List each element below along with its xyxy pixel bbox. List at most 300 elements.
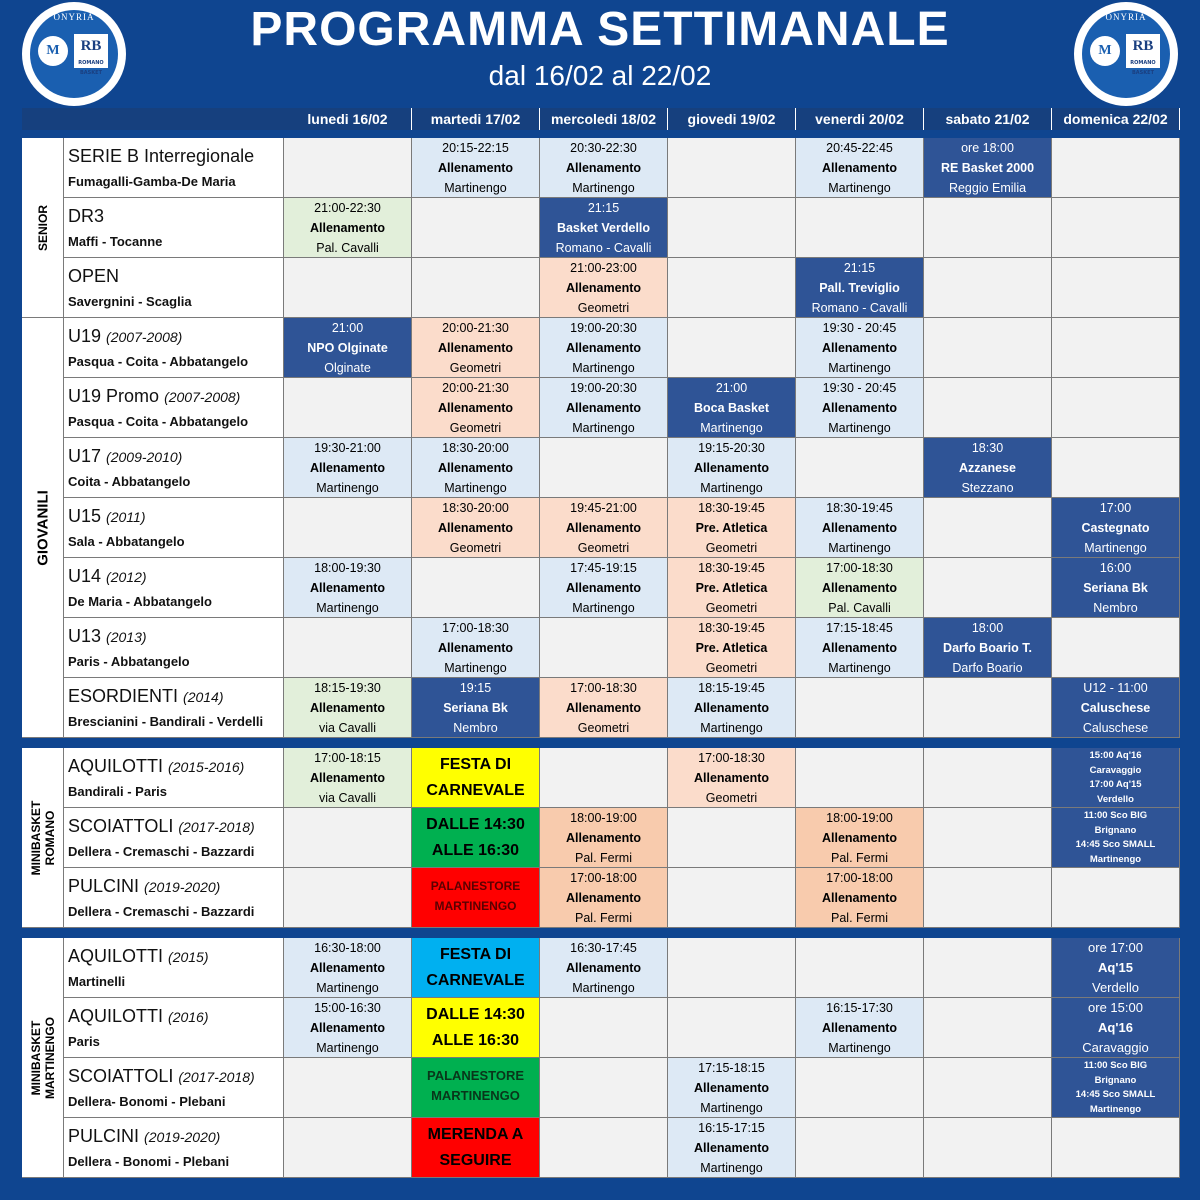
event-line: ALLE 16:30 [431, 1032, 520, 1049]
team-years: (2015-2016) [168, 759, 245, 775]
schedule-cell [796, 318, 924, 378]
section-label-text: GIOVANILI [34, 489, 51, 566]
team-coaches: Dellera - Bonomi - Plebani [68, 1154, 230, 1169]
team-name [68, 506, 145, 527]
team-coaches: Dellera- Bonomi - Plebani [68, 1094, 226, 1109]
schedule-cell [924, 1058, 1052, 1118]
event [1052, 558, 1179, 618]
event-line: 18:30-20:00 [442, 441, 509, 455]
team-name-text: PULCINI [68, 1126, 140, 1146]
schedule-cell [796, 868, 924, 928]
event [1052, 938, 1179, 998]
schedule-cell [412, 618, 540, 678]
event [412, 498, 539, 558]
team-name [68, 686, 224, 707]
event-line: Boca Basket [693, 401, 770, 415]
team-name-text: U13 [68, 626, 102, 646]
team-name-text: SCOIATTOLI [68, 816, 174, 836]
schedule-cell [1052, 618, 1180, 678]
team-cell [64, 678, 284, 738]
team-cell [64, 558, 284, 618]
event-line: Martinengo [444, 661, 507, 675]
event-line: 21:00 [331, 321, 364, 335]
event-line: NPO Olginate [307, 341, 388, 355]
event [412, 1118, 539, 1174]
schedule-cell [540, 1058, 668, 1118]
event-line: Verdello [1097, 793, 1134, 805]
event-line: DALLE 14:30 [426, 816, 525, 833]
event-line: 15:00 Aq'16 [1089, 750, 1142, 761]
team-name-text: U19 Promo [68, 386, 160, 406]
schedule-cell [1052, 378, 1180, 438]
event-line: Reggio Emilia [948, 181, 1027, 195]
event-line: 17:15-18:45 [826, 621, 893, 635]
event-line: Geometri [705, 601, 758, 615]
event-line: 21:00 [715, 381, 748, 395]
event-line: Darfo Boario T. [943, 641, 1032, 655]
schedule-cell [668, 438, 796, 498]
event-line: ALLE 16:30 [431, 842, 520, 859]
event-line: Martinengo [572, 601, 635, 615]
day-header: domenica 22/02 [1052, 108, 1180, 130]
day-header: lunedi 16/02 [284, 108, 412, 130]
day-header: martedi 17/02 [412, 108, 540, 130]
team-coaches: Brescianini - Bandirali - Verdelli [68, 714, 264, 729]
event-line: Allenamento [309, 581, 385, 595]
event-line: Martinengo [572, 981, 635, 995]
event-line: Martinengo [828, 361, 891, 375]
schedule-cell [540, 258, 668, 318]
event-line: Pre. Atletica [695, 521, 768, 535]
team-name [68, 566, 147, 587]
event-line: MARTINENGO [434, 899, 517, 913]
logo-onyria-text: ONYRIA [1105, 12, 1147, 22]
schedule-cell [540, 378, 668, 438]
schedule-cell [796, 618, 924, 678]
event-line: 20:45-22:45 [826, 141, 893, 155]
event-line: 17:00-18:00 [826, 871, 893, 885]
event-line: U12 - 11:00 [1083, 681, 1148, 695]
event-line: Martinengo [572, 181, 635, 195]
event-line: Allenamento [821, 1021, 897, 1035]
event-line: Allenamento [565, 701, 641, 715]
event-line: Brignano [1094, 1074, 1137, 1086]
event-line: Caluschese [1082, 721, 1149, 735]
event-line: Geometri [577, 541, 630, 555]
team-name [68, 876, 220, 897]
team-coaches: Paris - Abbatangelo [68, 654, 190, 669]
section-label-text: MINIBASKET MARTINENGO [28, 1016, 57, 1099]
schedule-cell [668, 748, 796, 808]
event [1052, 998, 1179, 1058]
schedule-cell [540, 748, 668, 808]
event-line: 20:00-21:30 [442, 321, 509, 335]
schedule-cell [796, 558, 924, 618]
event [412, 808, 539, 864]
schedule-cell [924, 748, 1052, 808]
event [924, 138, 1051, 198]
event-line: Martinengo [828, 541, 891, 555]
event-line: Martinengo [1089, 1103, 1142, 1115]
team-name-text: U15 [68, 506, 102, 526]
schedule-cell [540, 678, 668, 738]
event-line: Allenamento [437, 461, 513, 475]
schedule-cell [668, 938, 796, 998]
event [412, 868, 539, 916]
day-header: sabato 21/02 [924, 108, 1052, 130]
event-line: FESTA DI [439, 756, 512, 773]
schedule-cell [412, 1118, 540, 1178]
event-line: 18:30 [971, 441, 1004, 455]
logo-m: M [38, 36, 68, 66]
event-line: via Cavalli [319, 721, 376, 735]
team-years: (2016) [168, 1009, 209, 1025]
event-line: 18:15-19:45 [698, 681, 765, 695]
event-line: Aq'16 [1098, 1020, 1133, 1035]
event-line: 21:15 [587, 201, 620, 215]
schedule-cell [412, 748, 540, 808]
event [540, 938, 667, 998]
schedule-cell [412, 258, 540, 318]
team-coaches: De Maria - Abbatangelo [68, 594, 212, 609]
event-line: Martinengo [700, 1101, 763, 1115]
schedule-cell [1052, 938, 1180, 998]
team-years: (2015) [168, 949, 209, 965]
team-coaches: Martinelli [68, 974, 126, 989]
event-line: 19:15-20:30 [698, 441, 765, 455]
event-line: 19:30 - 20:45 [822, 321, 897, 335]
schedule-cell [1052, 1118, 1180, 1178]
page-title: PROGRAMMA SETTIMANALE [250, 3, 950, 56]
schedule-cell [668, 678, 796, 738]
event-line: Allenamento [309, 461, 385, 475]
event [796, 998, 923, 1058]
team-years: (2007-2008) [164, 389, 241, 405]
event-line: 11:00 Sco BIG [1083, 1060, 1148, 1071]
team-name-text: SCOIATTOLI [68, 1066, 174, 1086]
schedule-cell [284, 618, 412, 678]
event-line: 21:00-23:00 [570, 261, 637, 275]
schedule-cell [668, 1118, 796, 1178]
schedule-cell [1052, 138, 1180, 198]
event-line: Pal. Fermi [575, 911, 632, 925]
team-coaches: Maffi - Tocanne [68, 234, 163, 249]
team-cell [64, 498, 284, 558]
event-line: Allenamento [565, 281, 641, 295]
event-line: 19:45-21:00 [570, 501, 637, 515]
event-line: 18:00-19:30 [314, 561, 381, 575]
team-name [68, 946, 209, 967]
event [668, 438, 795, 498]
event-line: Allenamento [821, 891, 897, 905]
event-line: Martinengo [1084, 541, 1147, 555]
event-line: Basket Verdello [556, 221, 651, 235]
schedule-cell [412, 198, 540, 258]
event [540, 378, 667, 438]
day-header: venerdi 20/02 [796, 108, 924, 130]
schedule-cell [1052, 198, 1180, 258]
team-name-text: PULCINI [68, 876, 140, 896]
team-cell [64, 438, 284, 498]
event-line: Martinengo [828, 181, 891, 195]
schedule-cell [412, 938, 540, 998]
event [796, 498, 923, 558]
event-line: Allenamento [309, 1021, 385, 1035]
event-line: Castegnato [1081, 521, 1150, 535]
team-coaches: Sala - Abbatangelo [68, 534, 185, 549]
event-line: 17:00-18:30 [570, 681, 637, 695]
event-line: 19:30 - 20:45 [822, 381, 897, 395]
schedule-cell [540, 868, 668, 928]
logo-rb: RB [74, 34, 108, 68]
team-years: (2012) [106, 569, 147, 585]
schedule-cell [540, 1118, 668, 1178]
event-line: Martinengo [1089, 853, 1142, 865]
schedule-cell [924, 938, 1052, 998]
schedule-cell [284, 318, 412, 378]
event-line: Allenamento [565, 831, 641, 845]
event-line: PALANESTORE [430, 879, 521, 893]
event-line: Allenamento [309, 771, 385, 785]
schedule-cell [796, 1118, 924, 1178]
event-line: Nembro [1093, 601, 1138, 615]
event-line: Martinengo [828, 421, 891, 435]
schedule-cell [924, 318, 1052, 378]
event-line: Allenamento [821, 401, 897, 415]
event-line: Allenamento [821, 341, 897, 355]
schedule-cell [412, 1058, 540, 1118]
schedule-cell [1052, 868, 1180, 928]
event-line: Allenamento [821, 641, 897, 655]
schedule-cell [540, 498, 668, 558]
event-line: Azzanese [959, 461, 1016, 475]
team-cell [64, 808, 284, 868]
event [540, 498, 667, 558]
event-line: 17:45-19:15 [570, 561, 637, 575]
event-line: Pre. Atletica [695, 581, 768, 595]
schedule-cell [1052, 498, 1180, 558]
event-line: Olginate [324, 361, 371, 375]
event-line: ore 17:00 [1088, 940, 1143, 955]
schedule-cell [796, 198, 924, 258]
schedule-cell [668, 1058, 796, 1118]
event-line: Allenamento [821, 161, 897, 175]
event-line: Geometri [577, 721, 630, 735]
schedule-cell [668, 558, 796, 618]
event [412, 748, 539, 804]
team-name [68, 1006, 209, 1027]
event-line: Seriana Bk [443, 701, 508, 715]
schedule-cell [796, 1058, 924, 1118]
schedule-cell [796, 998, 924, 1058]
day-header: giovedi 19/02 [668, 108, 796, 130]
event-line: Caravaggio [1082, 1040, 1149, 1055]
event-line: Geometri [705, 661, 758, 675]
team-name-text: AQUILOTTI [68, 946, 164, 966]
team-name [68, 756, 244, 777]
section-separator [22, 130, 1180, 138]
event [668, 618, 795, 678]
team-name-text: AQUILOTTI [68, 756, 164, 776]
event-line: Geometri [705, 541, 758, 555]
event-line: Allenamento [821, 831, 897, 845]
schedule-cell [668, 258, 796, 318]
event [540, 558, 667, 618]
event-line: Allenamento [693, 1141, 769, 1155]
schedule-cell [1052, 748, 1180, 808]
event [284, 678, 411, 738]
schedule-cell [796, 498, 924, 558]
schedule-cell [412, 678, 540, 738]
event [412, 618, 539, 678]
event-line: 19:30-21:00 [314, 441, 381, 455]
event-line: 16:15-17:15 [698, 1121, 765, 1135]
event-line: Martinengo [828, 661, 891, 675]
event-line: Pal. Fermi [575, 851, 632, 865]
schedule-cell [1052, 258, 1180, 318]
event-line: 14:45 Sco SMALL [1075, 1089, 1156, 1100]
event-line: 16:00 [1099, 561, 1132, 575]
event-line: via Cavalli [319, 791, 376, 805]
team-name [68, 266, 119, 287]
event [668, 558, 795, 618]
section-label-text: MINIBASKET ROMANO [28, 800, 57, 875]
event-line: Romano - Cavalli [555, 241, 652, 255]
schedule-cell [284, 558, 412, 618]
event-line: 17:00-18:30 [442, 621, 509, 635]
event-line: ore 18:00 [961, 141, 1014, 155]
team-years: (2014) [183, 689, 224, 705]
schedule-cell [412, 998, 540, 1058]
schedule-cell [796, 378, 924, 438]
schedule-cell [796, 938, 924, 998]
team-cell [64, 868, 284, 928]
event-line: 21:00-22:30 [314, 201, 381, 215]
event [1052, 748, 1179, 807]
event [284, 748, 411, 808]
event-line: 20:00-21:30 [442, 381, 509, 395]
team-coaches: Pasqua - Coita - Abbatangelo [68, 354, 249, 369]
team-name [68, 626, 147, 647]
event-line: Nembro [453, 721, 498, 735]
event [540, 138, 667, 198]
team-name-text: AQUILOTTI [68, 1006, 164, 1026]
schedule-cell [1052, 1058, 1180, 1118]
team-cell [64, 258, 284, 318]
schedule-cell [924, 558, 1052, 618]
event-line: Allenamento [565, 521, 641, 535]
event [668, 678, 795, 738]
event [284, 938, 411, 998]
schedule-cell [540, 618, 668, 678]
schedule-cell [412, 318, 540, 378]
event [412, 1058, 539, 1106]
event [540, 868, 667, 928]
team-years: (2009-2010) [106, 449, 183, 465]
schedule-cell [284, 1118, 412, 1178]
schedule-cell [412, 808, 540, 868]
schedule-cell [284, 1058, 412, 1118]
event-line: 18:30-19:45 [698, 561, 765, 575]
event-line: Darfo Boario [952, 661, 1023, 675]
event-line: 18:30-19:45 [698, 501, 765, 515]
schedule-cell [540, 318, 668, 378]
team-name [68, 206, 104, 227]
event-line: 19:00-20:30 [570, 381, 637, 395]
event [540, 198, 667, 258]
header-blank [22, 108, 284, 130]
logo-rb: RB [1126, 34, 1160, 68]
event-line: 19:00-20:30 [570, 321, 637, 335]
schedule-cell [668, 498, 796, 558]
schedule-cell [540, 808, 668, 868]
event-line: MERENDA A [427, 1126, 524, 1143]
schedule-cell [540, 138, 668, 198]
team-years: (2017-2018) [178, 819, 255, 835]
team-coaches: Savergnini - Scaglia [68, 294, 192, 309]
schedule-cell [540, 438, 668, 498]
event-line: 19:15 [459, 681, 492, 695]
event-line: RE Basket 2000 [940, 161, 1035, 175]
section-label [22, 138, 64, 318]
schedule-cell [412, 378, 540, 438]
event [412, 998, 539, 1054]
team-coaches: Fumagalli-Gamba-De Maria [68, 174, 236, 189]
team-cell [64, 748, 284, 808]
team-name [68, 1126, 220, 1147]
event [412, 438, 539, 498]
event-line: 20:15-22:15 [442, 141, 509, 155]
event-line: Martinengo [700, 481, 763, 495]
schedule-cell [412, 498, 540, 558]
event [668, 1058, 795, 1118]
event [668, 378, 795, 438]
event-line: PALANESTORE [426, 1068, 525, 1083]
logo-onyria-text: ONYRIA [53, 12, 95, 22]
event-line: 20:30-22:30 [570, 141, 637, 155]
schedule-cell [668, 618, 796, 678]
schedule-cell [924, 258, 1052, 318]
schedule-cell [540, 198, 668, 258]
schedule-cell [412, 558, 540, 618]
section-separator [22, 738, 1180, 748]
event-line: Allenamento [565, 161, 641, 175]
team-coaches: Pasqua - Coita - Abbatangelo [68, 414, 249, 429]
event-line: Geometri [705, 791, 758, 805]
event-line: Martinengo [572, 361, 635, 375]
event-line: Pre. Atletica [695, 641, 768, 655]
event-line: Martinengo [316, 481, 379, 495]
schedule-cell [284, 378, 412, 438]
event-line: Allenamento [821, 521, 897, 535]
team-years: (2019-2020) [144, 1129, 221, 1145]
schedule-cell [668, 998, 796, 1058]
event-line: FESTA DI [439, 946, 512, 963]
schedule-cell [284, 498, 412, 558]
event-line: Martinengo [700, 421, 763, 435]
event-line: Geometri [449, 361, 502, 375]
team-years: (2013) [106, 629, 147, 645]
schedule-cell [924, 1118, 1052, 1178]
event-line: Allenamento [693, 771, 769, 785]
event-line: 14:45 Sco SMALL [1075, 839, 1156, 850]
schedule-cell [668, 378, 796, 438]
event-line: 16:30-17:45 [570, 941, 637, 955]
event-line: Brignano [1094, 824, 1137, 836]
section-label-text: SENIOR [35, 204, 50, 251]
event-line: DALLE 14:30 [426, 1006, 525, 1023]
schedule-cell [284, 438, 412, 498]
